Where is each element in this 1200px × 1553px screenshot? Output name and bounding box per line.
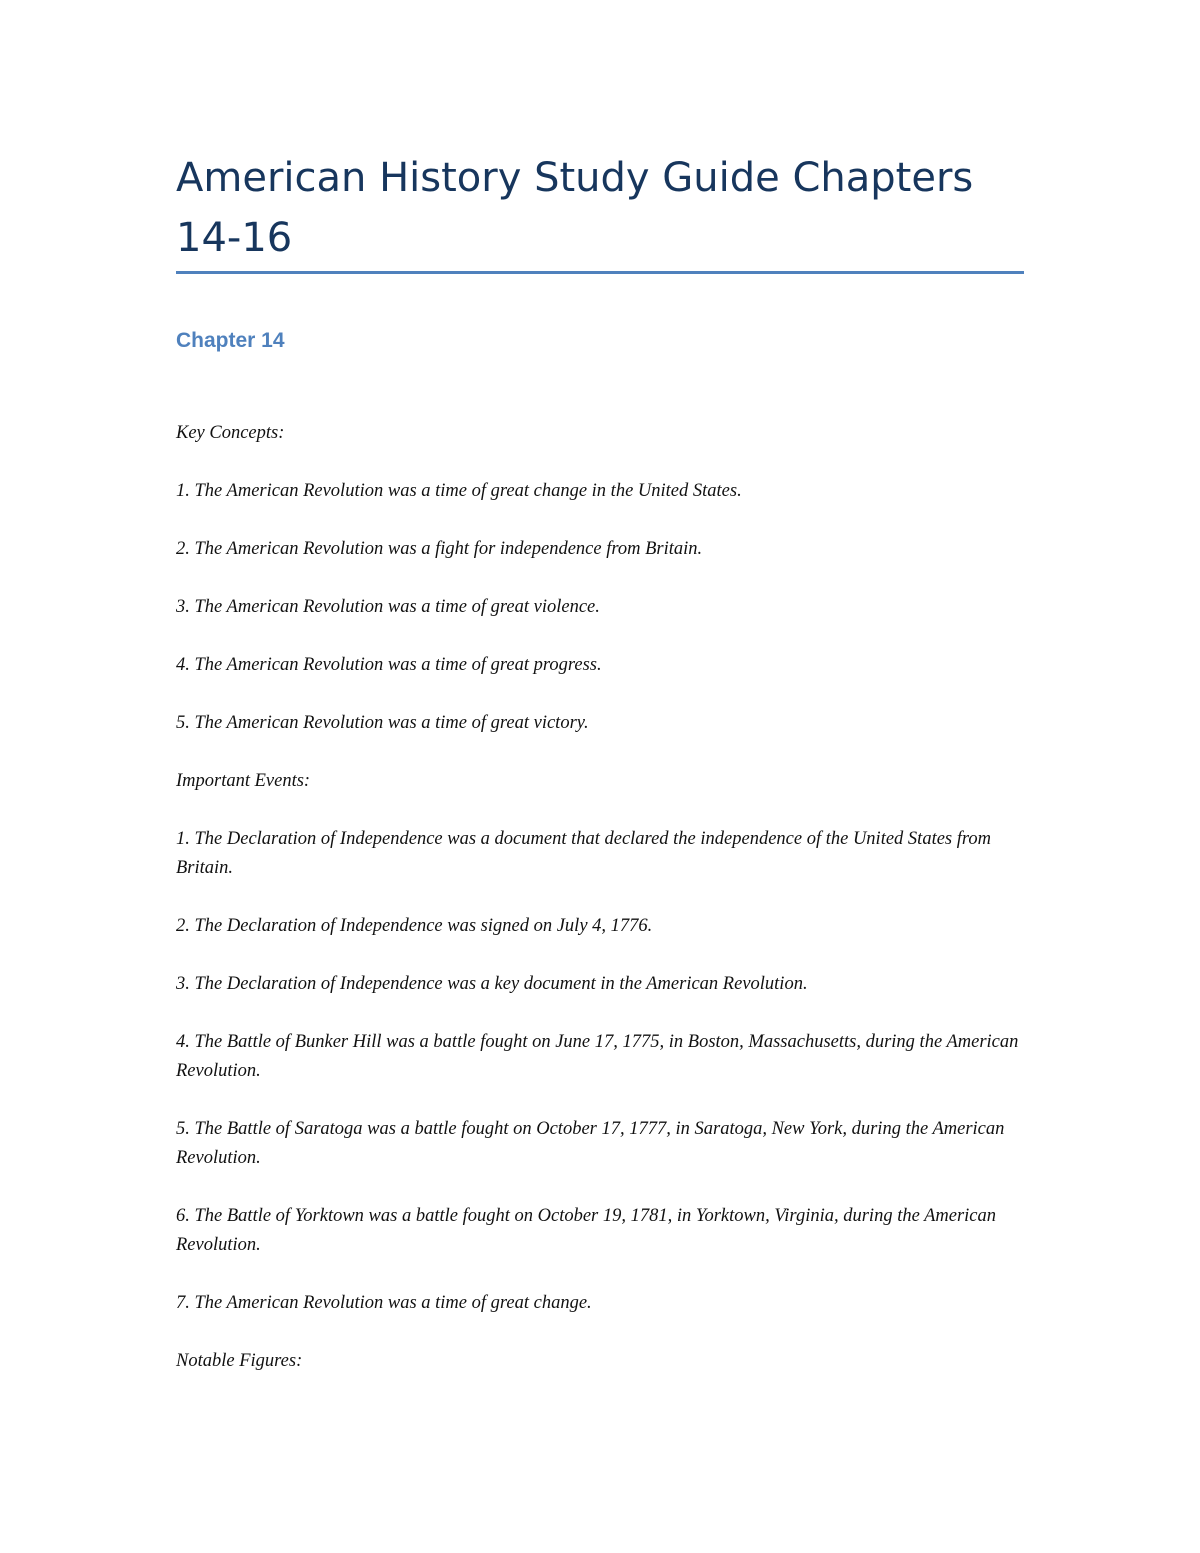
important-event-item: 6. The Battle of Yorktown was a battle fought on October 19, 1781, in Yorktown, Virginia, during the American Revolution. <box>176 1206 997 1255</box>
important-events-label: Important Events: <box>176 771 311 791</box>
chapter-heading: Chapter 14 <box>176 329 285 352</box>
important-event-item: 5. The Battle of Saratoga was a battle fought on October 17, 1777, in Saratoga, New York, during the American Revolution. <box>176 1119 1005 1168</box>
key-concept-item: 5. The American Revolution was a time of great victory. <box>176 713 589 733</box>
key-concept-item: 1. The American Revolution was a time of great change in the United States. <box>176 481 742 501</box>
important-event-item: 2. The Declaration of Independence was signed on July 4, 1776. <box>176 916 653 936</box>
key-concept-item: 2. The American Revolution was a fight for independence from Britain. <box>176 539 703 559</box>
key-concepts-label: Key Concepts: <box>176 423 285 443</box>
important-event-item: 1. The Declaration of Independence was a document that declared the independence of the United States from Britain. <box>176 829 992 878</box>
key-concept-item: 3. The American Revolution was a time of great violence. <box>176 597 600 617</box>
title-underline-rule <box>176 271 1024 274</box>
important-event-item: 4. The Battle of Bunker Hill was a battle fought on June 17, 1775, in Boston, Massachusetts, during the American Revolution. <box>176 1032 1019 1081</box>
important-event-item: 3. The Declaration of Independence was a key document in the American Revolution. <box>176 974 808 994</box>
notable-figures-label: Notable Figures: <box>176 1351 303 1371</box>
important-event-item: 7. The American Revolution was a time of great change. <box>176 1293 592 1313</box>
document-title: American History Study Guide Chapters 14-16 <box>176 155 974 261</box>
key-concept-item: 4. The American Revolution was a time of great progress. <box>176 655 602 675</box>
